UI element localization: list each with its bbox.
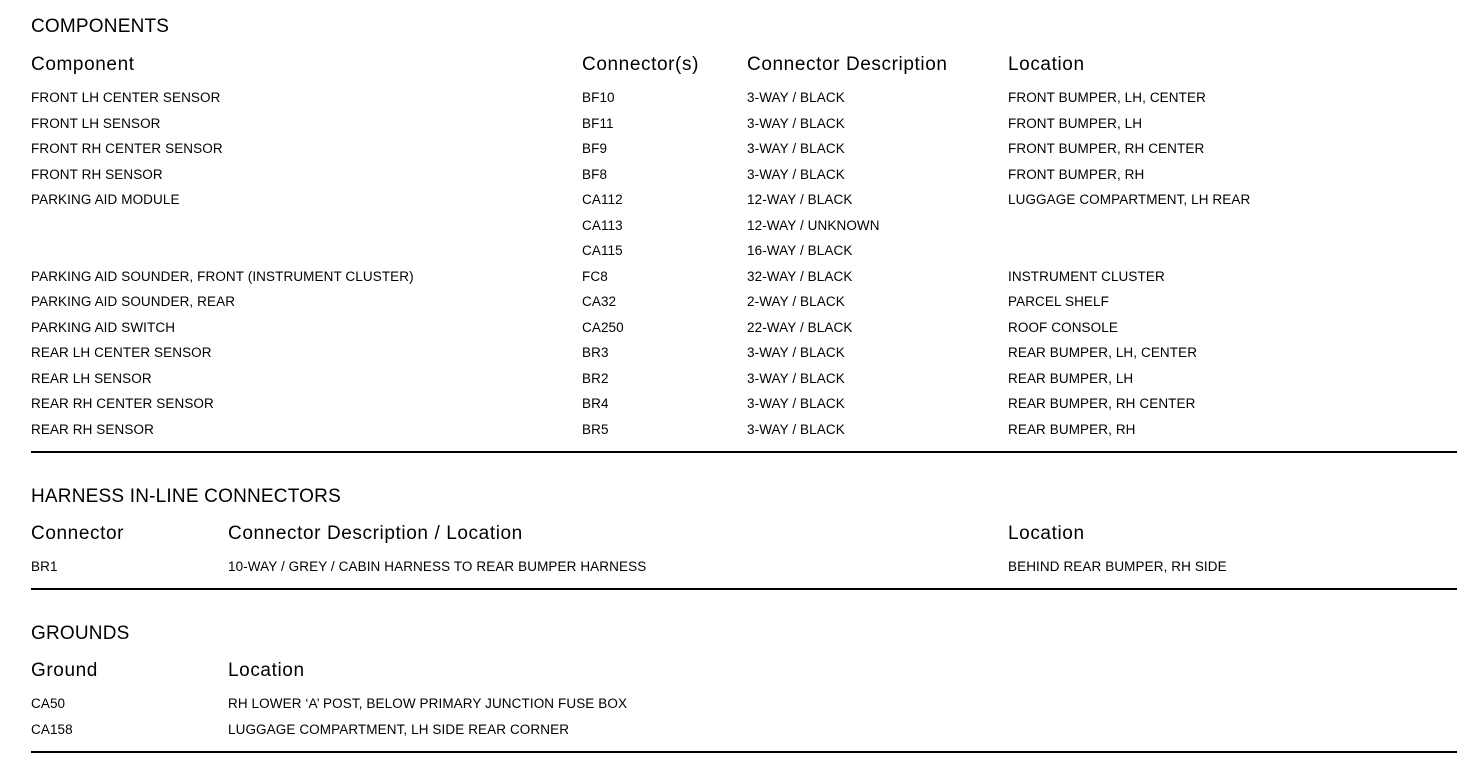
components-cell-component: PARKING AID SOUNDER, REAR bbox=[31, 294, 236, 309]
components-cell-location: ROOF CONSOLE bbox=[1008, 320, 1118, 335]
components-cell-connector: BR2 bbox=[582, 371, 609, 386]
components-header-connector-description: Connector Description bbox=[747, 54, 948, 75]
components-cell-connector-description: 3-WAY / BLACK bbox=[747, 371, 845, 386]
components-cell-location: REAR BUMPER, RH CENTER bbox=[1008, 396, 1196, 411]
harness-cell-description: 10-WAY / GREY / CABIN HARNESS TO REAR BUMPER HARNESS bbox=[228, 559, 647, 574]
components-cell-component: FRONT RH SENSOR bbox=[31, 167, 163, 182]
components-header-connectors: Connector(s) bbox=[582, 54, 700, 75]
components-cell-connector-description: 16-WAY / BLACK bbox=[747, 243, 853, 258]
components-cell-connector: BF10 bbox=[582, 90, 615, 105]
components-section-title: COMPONENTS bbox=[31, 16, 170, 37]
grounds-section-title: GROUNDS bbox=[31, 623, 130, 644]
components-cell-connector-description: 3-WAY / BLACK bbox=[747, 167, 845, 182]
components-cell-connector: CA112 bbox=[582, 192, 623, 207]
grounds-cell-location: LUGGAGE COMPARTMENT, LH SIDE REAR CORNER bbox=[228, 722, 570, 737]
components-header-component: Component bbox=[31, 54, 135, 75]
components-cell-component: REAR RH SENSOR bbox=[31, 422, 154, 437]
components-cell-connector-description: 32-WAY / BLACK bbox=[747, 269, 853, 284]
components-divider bbox=[31, 451, 1457, 453]
components-cell-connector: BR4 bbox=[582, 396, 609, 411]
grounds-cell-location: RH LOWER ‘A’ POST, BELOW PRIMARY JUNCTION FUSE BOX bbox=[228, 696, 628, 711]
components-cell-connector-description: 2-WAY / BLACK bbox=[747, 294, 845, 309]
harness-section-title: HARNESS IN-LINE CONNECTORS bbox=[31, 486, 341, 507]
components-cell-location: REAR BUMPER, RH bbox=[1008, 422, 1136, 437]
harness-header-description-location: Connector Description / Location bbox=[228, 523, 523, 544]
components-cell-location: FRONT BUMPER, LH, CENTER bbox=[1008, 90, 1206, 105]
components-cell-component: FRONT LH SENSOR bbox=[31, 116, 161, 131]
grounds-cell-ground: CA158 bbox=[31, 722, 73, 737]
components-cell-connector-description: 22-WAY / BLACK bbox=[747, 320, 853, 335]
components-cell-component: REAR RH CENTER SENSOR bbox=[31, 396, 214, 411]
components-cell-component: REAR LH CENTER SENSOR bbox=[31, 345, 212, 360]
components-cell-connector: BR3 bbox=[582, 345, 609, 360]
components-cell-connector-description: 3-WAY / BLACK bbox=[747, 345, 845, 360]
harness-cell-location: BEHIND REAR BUMPER, RH SIDE bbox=[1008, 559, 1227, 574]
harness-header-connector: Connector bbox=[31, 523, 125, 544]
harness-cell-connector: BR1 bbox=[31, 559, 58, 574]
components-cell-connector: BF8 bbox=[582, 167, 608, 182]
components-cell-component: PARKING AID MODULE bbox=[31, 192, 180, 207]
components-cell-component: PARKING AID SWITCH bbox=[31, 320, 176, 335]
components-cell-connector: FC8 bbox=[582, 269, 608, 284]
components-cell-connector-description: 3-WAY / BLACK bbox=[747, 90, 845, 105]
components-cell-connector-description: 3-WAY / BLACK bbox=[747, 396, 845, 411]
components-cell-connector: BF11 bbox=[582, 116, 614, 131]
components-cell-connector: BR5 bbox=[582, 422, 609, 437]
components-cell-connector-description: 3-WAY / BLACK bbox=[747, 141, 845, 156]
grounds-divider bbox=[31, 751, 1457, 753]
components-cell-location: FRONT BUMPER, RH bbox=[1008, 167, 1145, 182]
grounds-header-ground: Ground bbox=[31, 660, 98, 681]
components-cell-location: FRONT BUMPER, RH CENTER bbox=[1008, 141, 1205, 156]
components-cell-location: FRONT BUMPER, LH bbox=[1008, 116, 1143, 131]
components-cell-connector: CA115 bbox=[582, 243, 623, 258]
components-header-location: Location bbox=[1008, 54, 1085, 75]
components-cell-connector: CA250 bbox=[582, 320, 624, 335]
components-cell-component: PARKING AID SOUNDER, FRONT (INSTRUMENT CLUSTER) bbox=[31, 269, 414, 284]
components-cell-location: PARCEL SHELF bbox=[1008, 294, 1109, 309]
grounds-header-location: Location bbox=[228, 660, 305, 681]
harness-header-location: Location bbox=[1008, 523, 1085, 544]
components-cell-connector-description: 3-WAY / BLACK bbox=[747, 422, 845, 437]
components-cell-connector: CA113 bbox=[582, 218, 623, 233]
components-cell-component: FRONT LH CENTER SENSOR bbox=[31, 90, 221, 105]
components-cell-location: REAR BUMPER, LH bbox=[1008, 371, 1134, 386]
components-cell-location: REAR BUMPER, LH, CENTER bbox=[1008, 345, 1198, 360]
grounds-cell-ground: CA50 bbox=[31, 696, 66, 711]
components-cell-component: FRONT RH CENTER SENSOR bbox=[31, 141, 223, 156]
components-cell-connector: BF9 bbox=[582, 141, 608, 156]
harness-divider bbox=[31, 588, 1457, 590]
components-cell-connector-description: 3-WAY / BLACK bbox=[747, 116, 845, 131]
components-cell-location: INSTRUMENT CLUSTER bbox=[1008, 269, 1165, 284]
components-cell-location: LUGGAGE COMPARTMENT, LH REAR bbox=[1008, 192, 1251, 207]
components-cell-component: REAR LH SENSOR bbox=[31, 371, 152, 386]
components-cell-connector: CA32 bbox=[582, 294, 617, 309]
components-cell-connector-description: 12-WAY / UNKNOWN bbox=[747, 218, 880, 233]
components-cell-connector-description: 12-WAY / BLACK bbox=[747, 192, 853, 207]
